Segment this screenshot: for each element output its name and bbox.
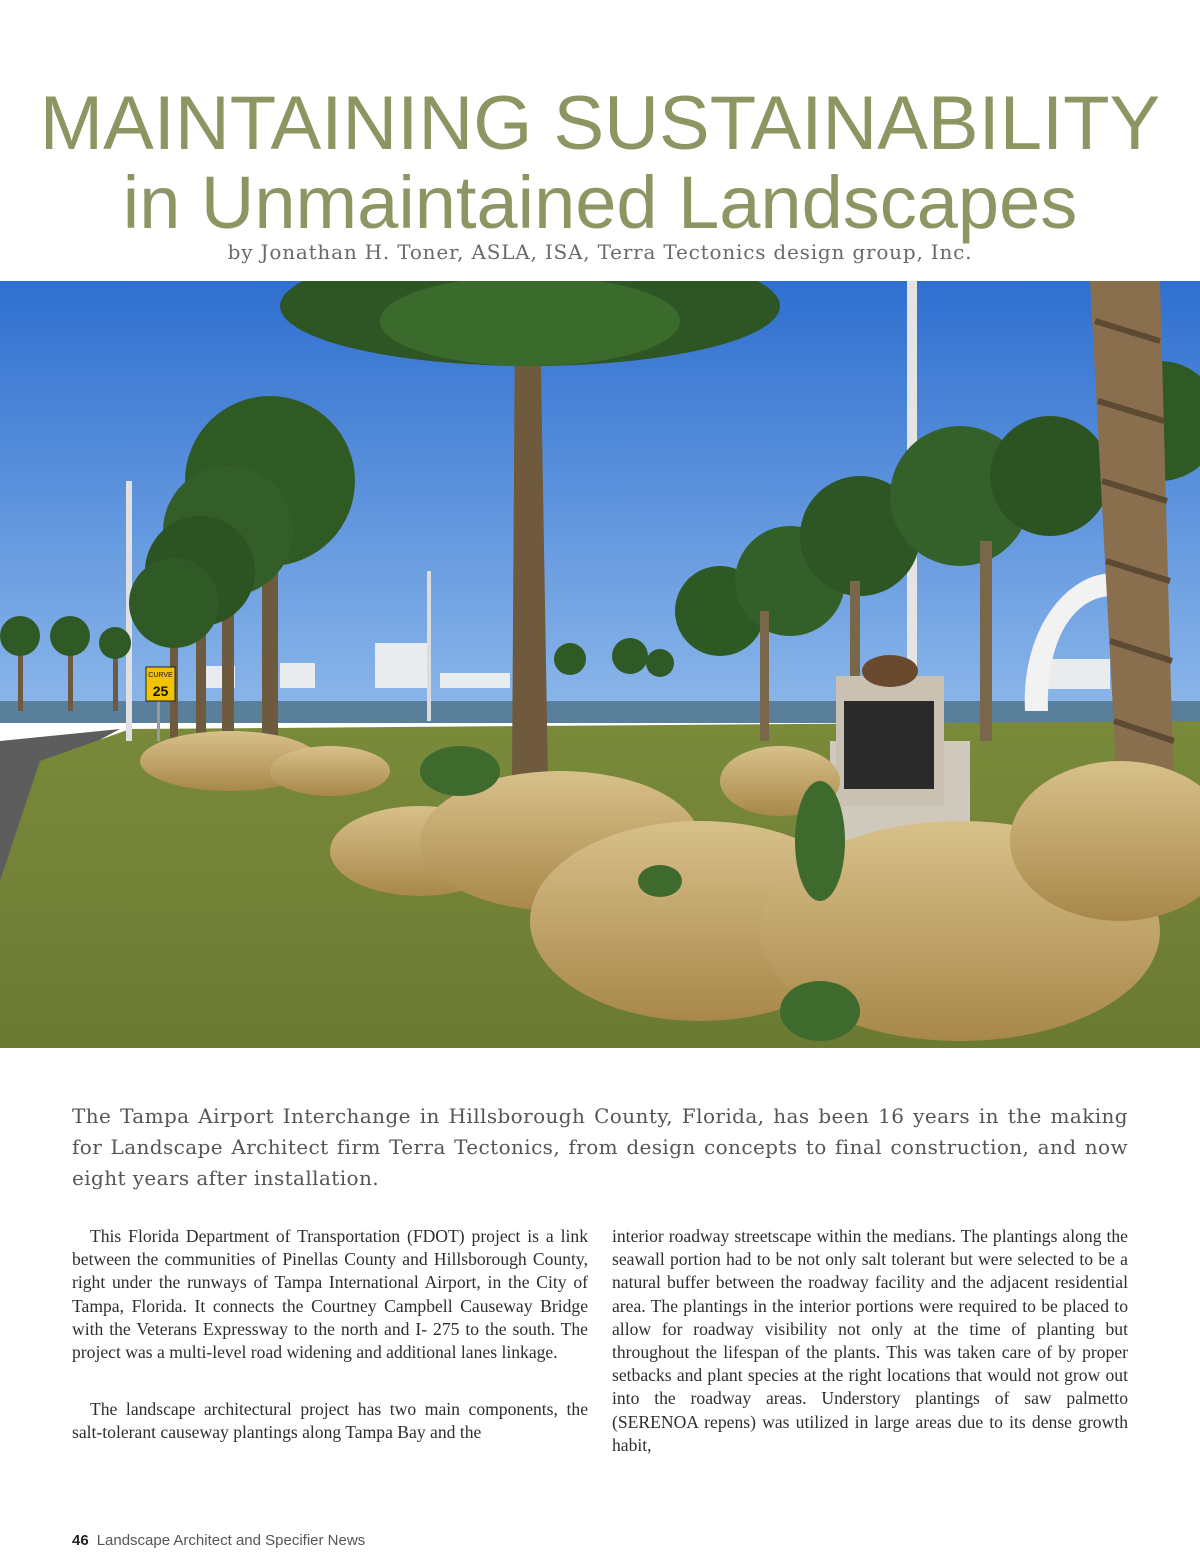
title-line-1: MAINTAINING SUSTAINABILITY [39, 81, 1161, 166]
hero-photo [0, 281, 1200, 1048]
title-line-2: in Unmaintained Landscapes [122, 161, 1078, 244]
page-footer [72, 1532, 365, 1549]
page-number: 46 [72, 1532, 89, 1549]
byline: by Jonathan H. Toner, ASLA, ISA, Terra Tectonics design group, Inc. [227, 240, 973, 264]
publication-name: Landscape Architect and Specifier News [96, 1532, 366, 1549]
body-paragraph: The landscape architectural project has two main components, the salt-tolerant causeway plantings along Tampa Bay and the [72, 1399, 588, 1443]
body-paragraph: This Florida Department of Transportation (FDOT) project is a link between the communities of Pinellas County and Hillsborough County, right under the runways of Tampa International Airport, in the City of Tampa, Florida. It connects the Courtney Campbell Causeway Bridge with the Veterans Expressway to the north and I- 275 to the south. The project was a multi-level road widening and additional lanes linkage. [72, 1226, 588, 1363]
body-column-right [612, 1225, 1128, 1457]
lead-paragraph: The Tampa Airport Interchange in Hillsborough County, Florida, has been 16 years in the making for Landscape Architect firm Terra Tectonics, from design concepts to final construction, and now eight years after installation. [72, 1104, 1128, 1190]
body-column-left [72, 1225, 588, 1445]
curve-sign-speed: 25 [152, 683, 169, 699]
body-paragraph: interior roadway streetscape within the medians. The plantings along the seawall portion had to be not only salt tolerant but were selected to be a natural buffer between the roadway facility and the adjacent residential area. The plantings in the interior portions were required to be placed to allow for roadway visibility not only at the time of planting but throughout the lifespan of the plants. This was taken care of by proper setbacks and plant species at the right locations that would not grow out into the roadway areas. Understory plantings of saw palmetto (SERENOA repens) was utilized in large areas due to its dense growth habit, [612, 1226, 1128, 1455]
curve-sign-text: CURVE [148, 672, 173, 679]
